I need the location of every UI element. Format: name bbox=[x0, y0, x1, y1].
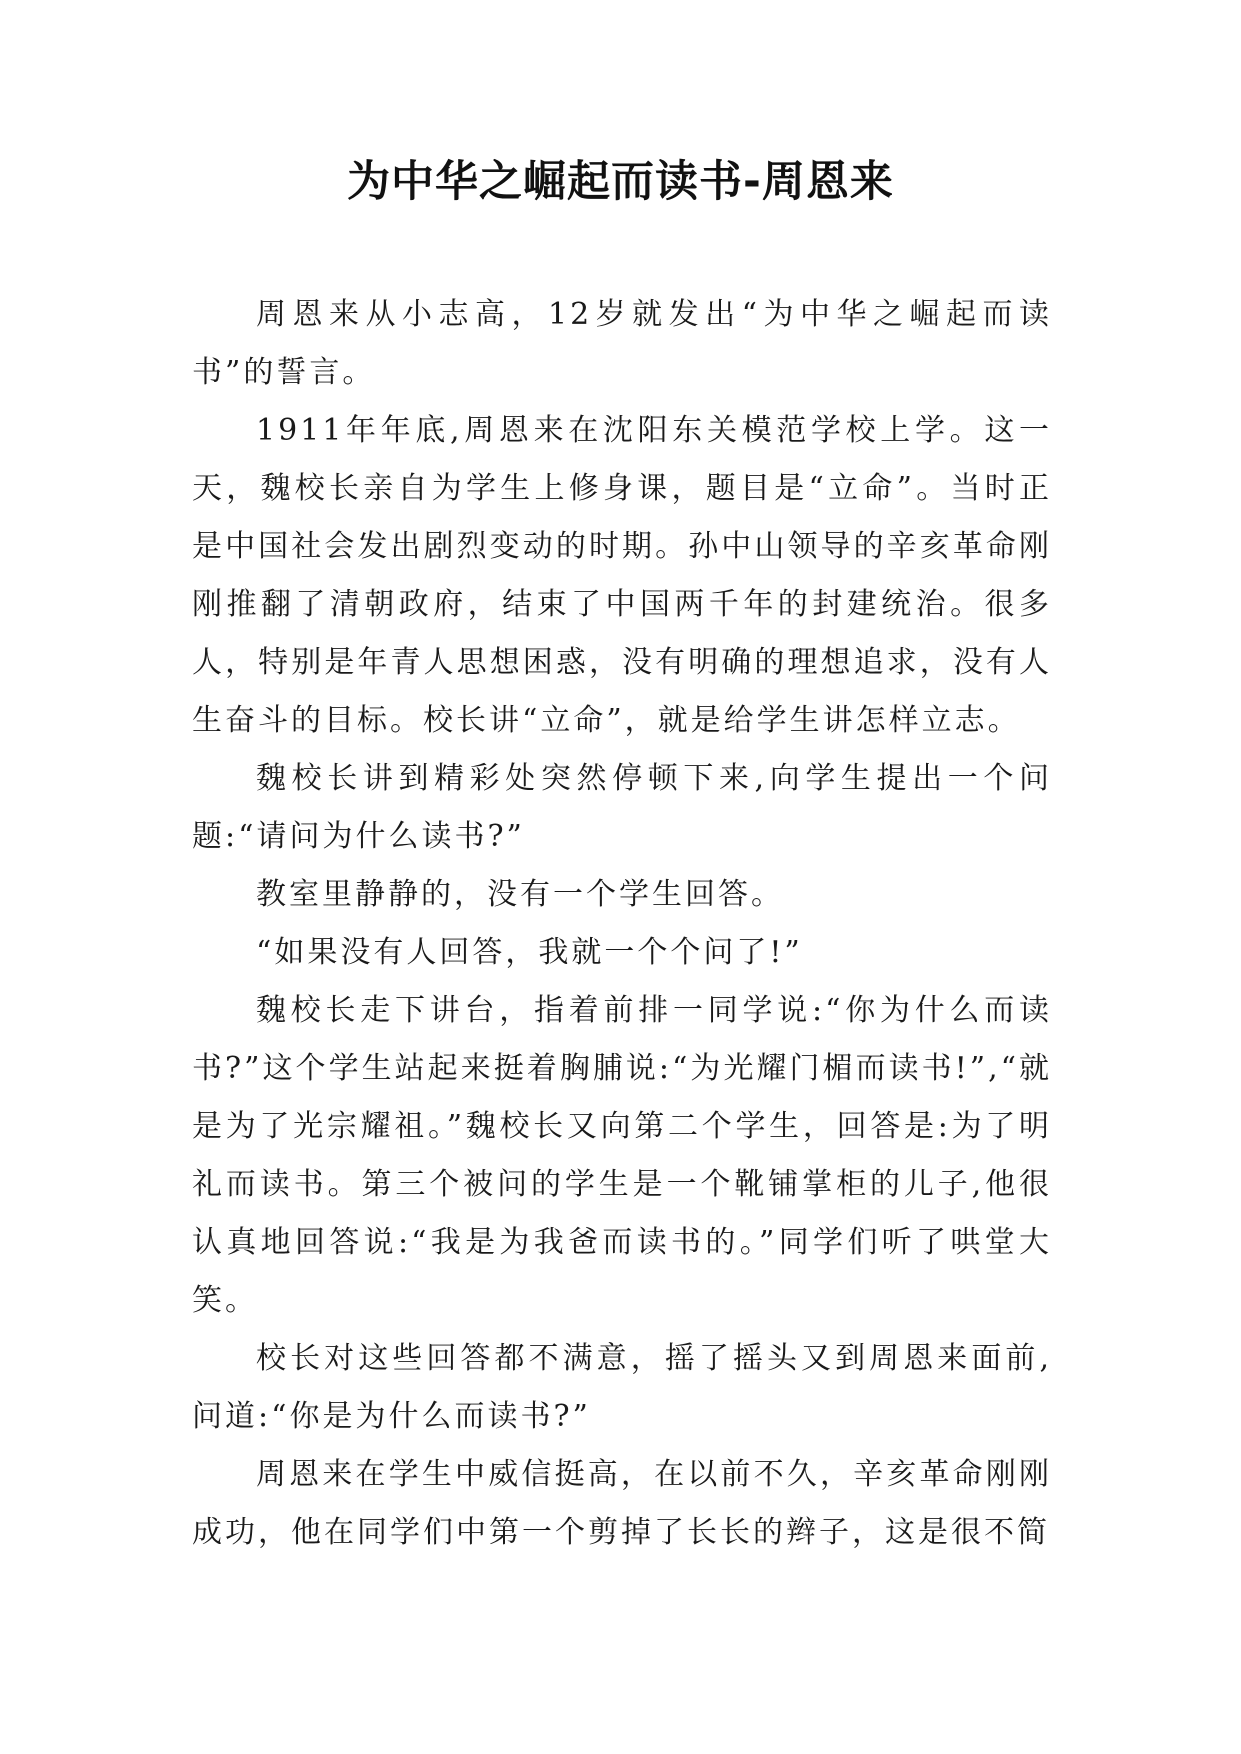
document-title: 为中华之崛起而读书-周恩来 bbox=[347, 157, 894, 207]
paragraph: 校长对这些回答都不满意，摇了摇头又到周恩来面前,问道:“你是为什么而读书?” bbox=[192, 1341, 1052, 1434]
document-body bbox=[192, 286, 1052, 1562]
paragraph: 魏校长走下讲台，指着前排一同学说:“你为什么而读书?”这个学生站起来挺着胸脯说:“为光耀门楣而读书!”,“就是为了光宗耀祖。”魏校长又向第二个学生，回答是:为了明礼而读书。第三个被问的学生是一个靴铺掌柜的儿子,他很认真地回答说:“我是为我爸而读书的。”同学们听了哄堂大笑。 bbox=[192, 993, 1052, 1318]
paragraph: 1911年年底,周恩来在沈阳东关模范学校上学。这一天，魏校长亲自为学生上修身课，题目是“立命”。当时正是中国社会发出剧烈变动的时期。孙中山领导的辛亥革命刚刚推翻了清朝政府，结束了中国两千年的封建统治。很多人，特别是年青人思想困惑，没有明确的理想追求，没有人生奋斗的目标。校长讲“立命”，就是给学生讲怎样立志。 bbox=[192, 413, 1052, 738]
paragraph: 周恩来从小志高，12岁就发出“为中华之崛起而读书”的誓言。 bbox=[192, 297, 1052, 390]
paragraph: 魏校长讲到精彩处突然停顿下来,向学生提出一个问题:“请问为什么读书?” bbox=[192, 761, 1052, 854]
paragraph: “如果没有人回答，我就一个个问了!” bbox=[256, 935, 803, 970]
paragraph: 教室里静静的，没有一个学生回答。 bbox=[256, 877, 784, 912]
paragraph: 周恩来在学生中威信挺高，在以前不久，辛亥革命刚刚成功，他在同学们中第一个剪掉了长长的辫子，这是很不简 bbox=[192, 1457, 1052, 1550]
